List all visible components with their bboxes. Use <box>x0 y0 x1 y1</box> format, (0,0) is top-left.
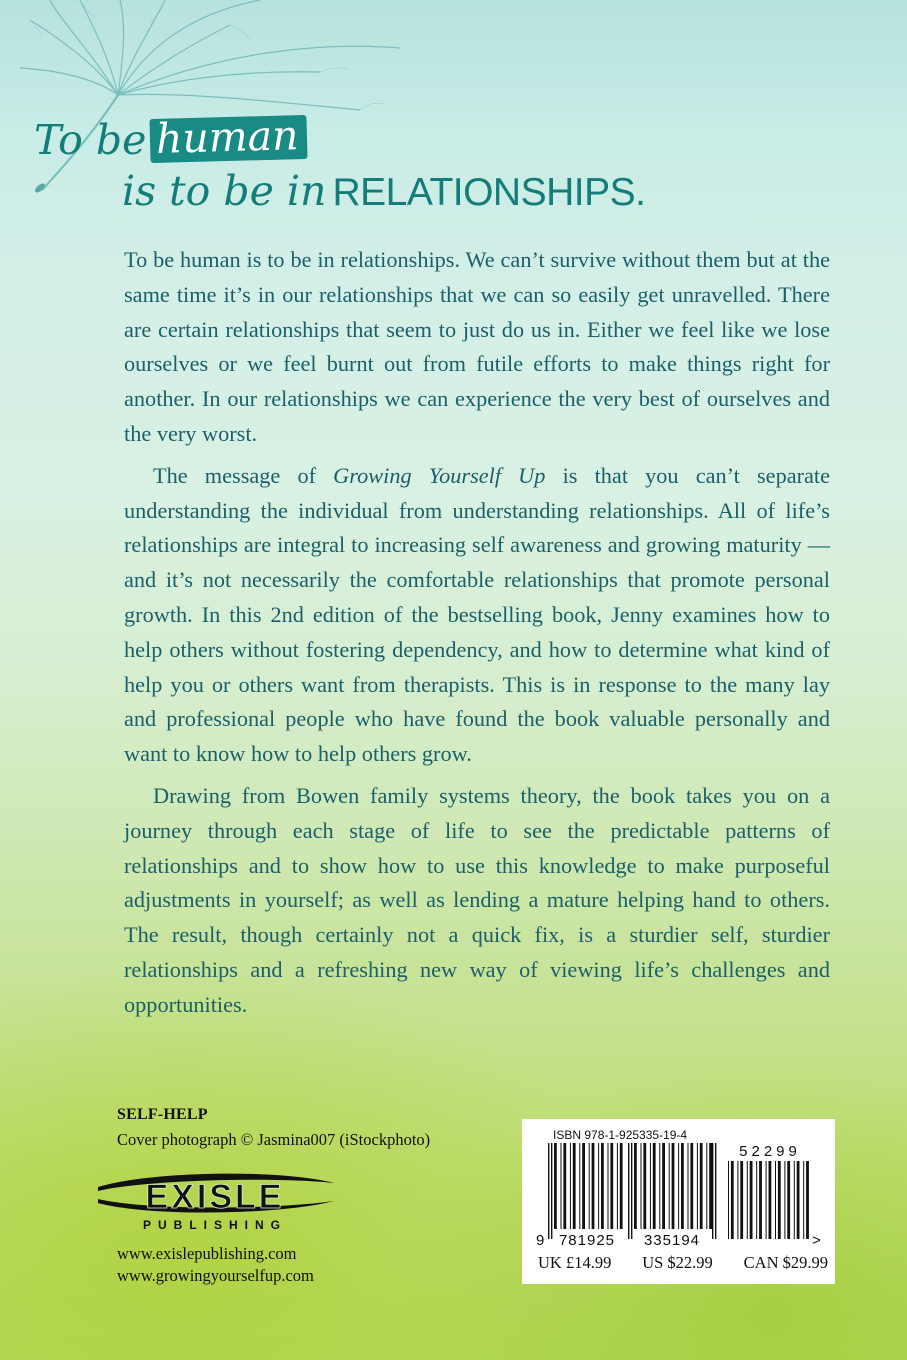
barcode-bar <box>589 1143 590 1229</box>
website-book[interactable]: www.growingyourselfup.com <box>117 1266 314 1285</box>
ean-prefix-digit: 9 <box>536 1232 545 1249</box>
publisher-logo <box>90 1163 340 1233</box>
blurb-p2-before: The message of <box>153 462 317 488</box>
price-can: CAN $29.99 <box>743 1253 828 1272</box>
category-label: SELF-HELP <box>117 1106 208 1123</box>
ean-right-digits: 335194 <box>643 1232 701 1249</box>
barcode-arrow: > <box>812 1232 821 1249</box>
barcode-bar <box>610 1143 613 1229</box>
barcode-bar <box>650 1143 651 1229</box>
barcode-bar <box>747 1161 748 1239</box>
barcode-bar <box>678 1143 679 1229</box>
barcode-bar <box>787 1161 790 1239</box>
ean-left-digits: 781925 <box>558 1232 616 1249</box>
barcode-bar <box>700 1143 703 1229</box>
barcode-bar <box>672 1143 675 1229</box>
barcode-bar <box>778 1161 781 1239</box>
barcode-bar <box>706 1143 707 1229</box>
barcode-bar <box>592 1143 595 1229</box>
blurb <box>124 243 830 1030</box>
barcode-bar <box>690 1143 693 1229</box>
headline-italic: is to be in <box>122 167 327 215</box>
headline-highlight-human: human <box>150 115 308 163</box>
addon-digits: 52299 <box>739 1143 801 1160</box>
barcode-bar <box>697 1143 698 1229</box>
blurb-paragraph-2 <box>124 459 830 772</box>
barcode-bar <box>561 1143 562 1229</box>
barcode-bar <box>709 1143 712 1229</box>
website-publisher[interactable]: www.exislepublishing.com <box>117 1244 297 1263</box>
addon-bars <box>728 1161 809 1239</box>
photo-credit: Cover photograph © Jasmina007 (iStockphoto) <box>117 1130 431 1149</box>
headline-line-1 <box>34 111 645 164</box>
barcode-bar <box>634 1143 637 1229</box>
barcode-guard-bar <box>712 1143 713 1239</box>
barcode-bar <box>797 1161 800 1239</box>
barcode-bar <box>775 1161 776 1239</box>
barcode-bar <box>554 1143 557 1229</box>
barcode-bar <box>737 1161 738 1239</box>
barcode-guard-bar <box>551 1143 552 1239</box>
barcode-bar <box>620 1143 623 1229</box>
headline-lead: To be <box>34 116 147 164</box>
barcode-bar <box>759 1161 762 1239</box>
publisher-sub: PUBLISHING <box>142 1218 288 1232</box>
barcode-bar <box>662 1143 665 1229</box>
barcode-bar <box>598 1143 599 1229</box>
barcode-bar <box>740 1161 743 1239</box>
barcode-panel <box>522 1119 835 1284</box>
barcode-guard-bar <box>548 1143 549 1239</box>
barcode-bar <box>653 1143 656 1229</box>
blurb-paragraph-1: To be human is to be in relationships. We can’t survive without them but at the same time it’s in our relationships that we can so easily get unravelled. There are certain relationships that seem to just do us in. Either we feel like we lose ourselves or we feel burnt out from futile efforts to make things right for another. In our relationships we can experience the very best of ourselves and the very worst. <box>124 247 830 446</box>
barcode-bar <box>769 1161 772 1239</box>
barcode-bar <box>608 1143 609 1229</box>
barcode-bar <box>688 1143 689 1229</box>
barcode-bar <box>806 1161 809 1239</box>
isbn-label: ISBN 978-1-925335-19-4 <box>553 1128 688 1142</box>
headline-line-2 <box>122 168 645 216</box>
barcode-bar <box>794 1161 795 1239</box>
blurb-p2-after: is that you can’t separate understanding the individual from understanding relationships. All of life’s relationships are integral to increasing self awareness and growing maturity — and it’s not necessarily the comfortable relationships that promote personal growth. In this 2nd edition of the bestselling book, Jenny examines how to help others without fostering dependency, and how to determine what kind of help you or others want from therapists. This is in response to the many lay and professional people who have found the book valuable personally and want to know how to help others grow. <box>124 462 831 767</box>
barcode-bar <box>766 1161 767 1239</box>
barcode <box>530 1143 830 1249</box>
barcode-bar <box>659 1143 660 1229</box>
barcode-guard-bar <box>715 1143 716 1239</box>
barcode-bar <box>570 1143 571 1229</box>
headline-caps: RELATIONSHIPS. <box>332 171 646 214</box>
barcode-bar <box>750 1161 753 1239</box>
barcode-bar <box>643 1143 646 1229</box>
barcode-guard-bar <box>628 1143 629 1239</box>
book-title: Growing Yourself Up <box>333 462 546 488</box>
barcode-bar <box>728 1161 729 1239</box>
barcode-bar <box>731 1161 734 1239</box>
barcode-bar <box>784 1161 785 1239</box>
barcode-bar <box>573 1143 576 1229</box>
barcode-bar <box>681 1143 684 1229</box>
barcode-bar <box>579 1143 580 1229</box>
ean-bars <box>548 1143 716 1239</box>
blurb-paragraph-3: Drawing from Bowen family systems theory, the book takes you on a journey through each stage of life to see the predictable patterns of relationships and to show how to use this knowledge to make purposeful adjustments in yourself; as well as lending a mature helping hand to others. The result, though certainly not a quick fix, is a sturdier self, sturdier relationships and a refreshing new way of viewing life’s challenges and opportunities. <box>124 782 830 1017</box>
barcode-bar <box>582 1143 585 1229</box>
barcode-bar <box>563 1143 566 1229</box>
barcode-bar <box>641 1143 642 1229</box>
headline <box>34 111 646 216</box>
barcode-bar <box>617 1143 618 1229</box>
barcode-bar <box>756 1161 757 1239</box>
publisher-name: EXISLE <box>145 1178 285 1216</box>
prices <box>538 1253 828 1273</box>
barcode-guard-bar <box>631 1143 632 1239</box>
barcode-bar <box>803 1161 804 1239</box>
price-us: US $22.99 <box>642 1253 713 1272</box>
barcode-bar <box>669 1143 670 1229</box>
barcode-bar <box>601 1143 604 1229</box>
price-uk: UK £14.99 <box>538 1253 612 1272</box>
